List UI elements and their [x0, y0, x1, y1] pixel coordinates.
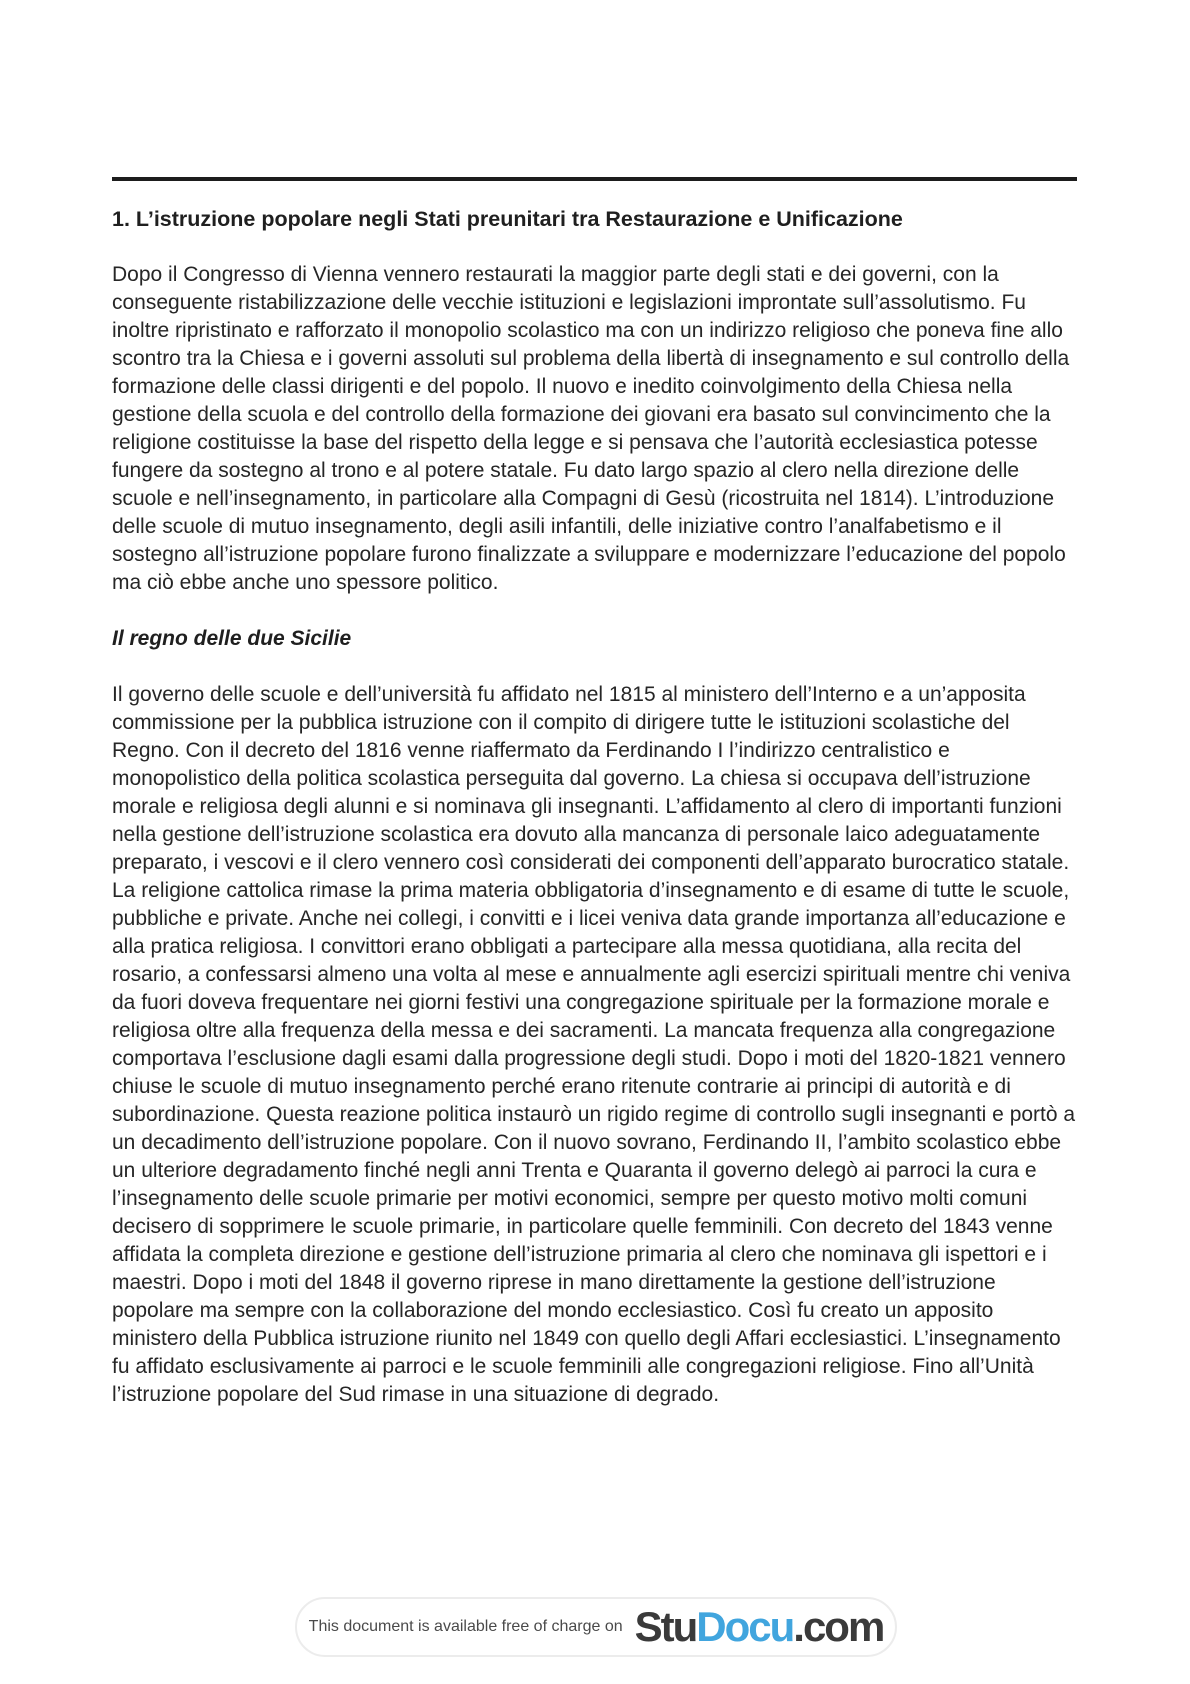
paragraph-regno-due-sicilie: Il governo delle scuole e dell’università fu affidato nel 1815 al ministero dell’Interno e a un’apposita commissione per la pubblica istruzione con il compito di dirigere tutte le istituzioni scolastiche del Regno. Con il decreto del 1816 venne riaffermato da Ferdinando I l’indirizzo centralistico e monopolistico della politica scolastica perseguita dal governo. La chiesa si occupava dell’istruzione morale e religiosa degli alunni e si nominava gli insegnanti. L’affidamento al clero di importanti funzioni nella gestione dell’istruzione scolastica era dovuto alla mancanza di personale laico adeguatamente preparato, i vescovi e il clero vennero così considerati dei componenti dell’apparato burocratico statale. La religione cattolica rimase la prima materia obbligatoria d’insegnamento e di esame di tutte le scuole, pubbliche e private. Anche nei collegi, i convitti e i licei veniva data grande importanza all’educazione e alla pratica religiosa. I convittori erano obbligati a partecipare alla messa quotidiana, alla recita del rosario, a confessarsi almeno una volta al mese e annualmente agli esercizi spirituali mentre chi veniva da fuori doveva frequentare nei giorni festivi una congregazione spirituale per la formazione morale e religiosa oltre alla frequenza della messa e dei sacramenti. La mancata frequenza alla congregazione comportava l’esclusione dagli esami dalla progressione degli studi. Dopo i moti del 1820-1821 vennero chiuse le scuole di mutuo insegnamento perché erano ritenute contrarie ai principi di autorità e di subordinazione. Questa reazione politica instaurò un rigido regime di controllo sugli insegnanti e portò a un decadimento dell’istruzione popolare. Con il nuovo sovrano, Ferdinando II, l’ambito scolastico ebbe un ulteriore degradamento finché negli anni Trenta e Quaranta il governo delegò ai parroci la cura e l’insegnamento delle scuole primarie per motivi economici, sempre per questo motivo molti comuni decisero di sopprimere le scuole primarie, in particolare quelle femminili. Con decreto del 1843 venne affidata la completa direzione e gestione dell’istruzione primaria al clero che nominava gli ispettori e i maestri. Dopo i moti del 1848 il governo riprese in mano direttamente la gestione dell’istruzione popolare ma sempre con la collaborazione del mondo ecclesiastico. Così fu creato un apposito ministero della Pubblica istruzione riunito nel 1849 con quello degli Affari ecclesiastici. L’insegnamento fu affidato esclusivamente ai parroci e le scuole femminili alle congregazioni religiose. Fino all’Unità l’istruzione popolare del Sud rimase in una situazione di degrado.	[112, 683, 1076, 1406]
top-horizontal-rule	[112, 177, 1077, 181]
logo-part-docu: Docu	[696, 1603, 794, 1650]
section-heading: 1. L’istruzione popolare negli Stati preunitari tra Restaurazione e Unificazione	[112, 207, 903, 231]
document-content	[112, 205, 1078, 1437]
footer-banner	[295, 1597, 897, 1657]
subheading-regno-due-sicilie: Il regno delle due Sicilie	[112, 627, 352, 650]
logo-part-stu: Stu	[634, 1603, 697, 1650]
studocu-logo[interactable]	[634, 1603, 884, 1650]
logo-part-com: .com	[793, 1603, 884, 1650]
footer-availability-text: This document is available free of charge on	[308, 1618, 623, 1635]
paragraph-restoration: Dopo il Congresso di Vienna vennero restaurati la maggior parte degli stati e dei governi, con la conseguente ristabilizzazione delle vecchie istituzioni e legislazioni improntate sull’assolutismo. Fu inoltre ripristinato e rafforzato il monopolio scolastico ma con un indirizzo religioso che poneva fine allo scontro tra la Chiesa e i governi assoluti sul problema della libertà di insegnamento e sul controllo della formazione delle classi dirigenti e del popolo. Il nuovo e inedito coinvolgimento della Chiesa nella gestione della scuola e del controllo della formazione dei giovani era basato sul convincimento che la religione costituisse la base del rispetto della legge e si pensava che l’autorità ecclesiastica potesse fungere da sostegno al trono e al potere statale. Fu dato largo spazio al clero nella direzione delle scuole e nell’insegnamento, in particolare alla Compagni di Gesù (ricostruita nel 1814). L’introduzione delle scuole di mutuo insegnamento, degli asili infantili, delle iniziative contro l’analfabetismo e il sostegno all’istruzione popolare furono finalizzate a sviluppare e modernizzare l’educazione del popolo ma ciò ebbe anche uno spessore politico.	[112, 263, 1070, 594]
